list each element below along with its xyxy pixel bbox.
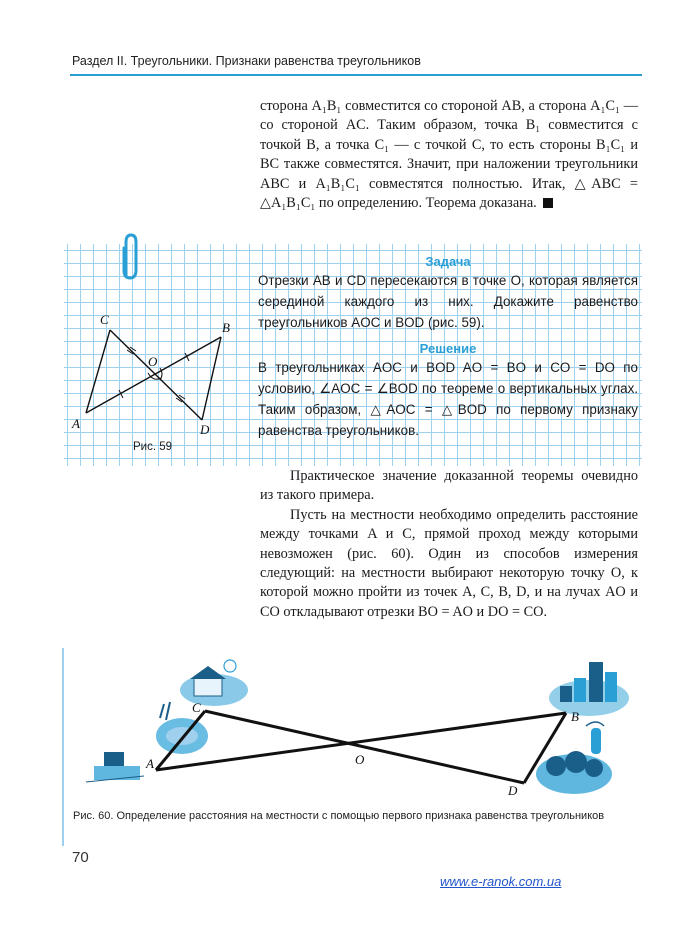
label-d: D bbox=[200, 422, 210, 437]
segment-ab bbox=[86, 337, 221, 413]
label-a-field: A bbox=[146, 756, 154, 771]
label-c: C bbox=[100, 312, 109, 327]
solution-title: Решение bbox=[419, 341, 477, 356]
paragraph-1: Практическое значение доказанной теоремы очевидно из такого примера. bbox=[260, 468, 638, 504]
label-b-field: B bbox=[571, 709, 579, 724]
figure-60-caption: Рис. 60. Определение расстояния на местности с помощью первого признака равенства треугольников bbox=[73, 810, 605, 822]
running-header: Раздел II. Треугольники. Признаки равенства треугольников bbox=[72, 54, 421, 68]
forest-icon bbox=[536, 751, 612, 794]
task-title: Задача bbox=[425, 254, 471, 269]
page-number: 70 bbox=[72, 849, 89, 866]
proof-text: сторона A₁B₁ совместится со стороной AB, а сторона A₁C₁ — со стороной AC. Таким образом, точка B₁ совместится с точкой B, а точка C₁ — с точкой C, то есть стороны B₁C₁ и BC также совместятся. Значит, при наложении треугольники ABC и A₁B₁C₁ совместятся полностью. Итак, △ABC = △A₁B₁C₁ по определению. Теорема доказана. bbox=[260, 98, 638, 212]
header-rule bbox=[70, 74, 642, 76]
solution-text: В треугольниках AOC и BOD AO = BO и CO = DO по условию, ∠AOC = ∠BOD по теореме о вертикальных углах. Таким образом, △AOC = △BOD по первому признаку равенства треугольников. bbox=[258, 360, 638, 438]
segment-cd bbox=[110, 330, 202, 420]
proof-continuation bbox=[260, 97, 638, 213]
label-o-field: O bbox=[355, 752, 365, 767]
task-text: Отрезки AB и CD пересекаются в точке O, которая является серединой каждого из них. Докажите равенство треугольников AOC и BOD (рис. 59). bbox=[258, 273, 638, 330]
figure-59 bbox=[64, 310, 254, 440]
qed-square-icon bbox=[543, 198, 553, 208]
paragraph-2: Пусть на местности необходимо определить расстояние между точками A и C, прямой проход между которыми невозможен (рис. 60). Один из способов измерения следующий: на местности выбирают некоторую точку O, к которой можно пройти из точек A, C, B, D, и на лучах AO и CO откладывают отрезки BO = AO и DO = CO. bbox=[260, 506, 638, 620]
label-a: A bbox=[72, 416, 80, 431]
label-d-field: D bbox=[508, 783, 518, 798]
harvester-icon bbox=[86, 752, 144, 782]
paperclip-icon bbox=[118, 232, 142, 282]
house-icon bbox=[180, 660, 248, 706]
label-c-field: C bbox=[192, 700, 201, 715]
figure-59-caption: Рис. 59 bbox=[133, 441, 173, 453]
label-o: O bbox=[148, 354, 158, 369]
figure-60 bbox=[64, 648, 642, 808]
segment-cd-field bbox=[205, 711, 524, 783]
city-icon bbox=[549, 662, 629, 716]
label-b: B bbox=[222, 320, 230, 335]
boat-icon bbox=[586, 722, 604, 754]
main-text bbox=[260, 467, 638, 622]
publisher-link[interactable]: www.e-ranok.com.ua bbox=[440, 874, 562, 889]
